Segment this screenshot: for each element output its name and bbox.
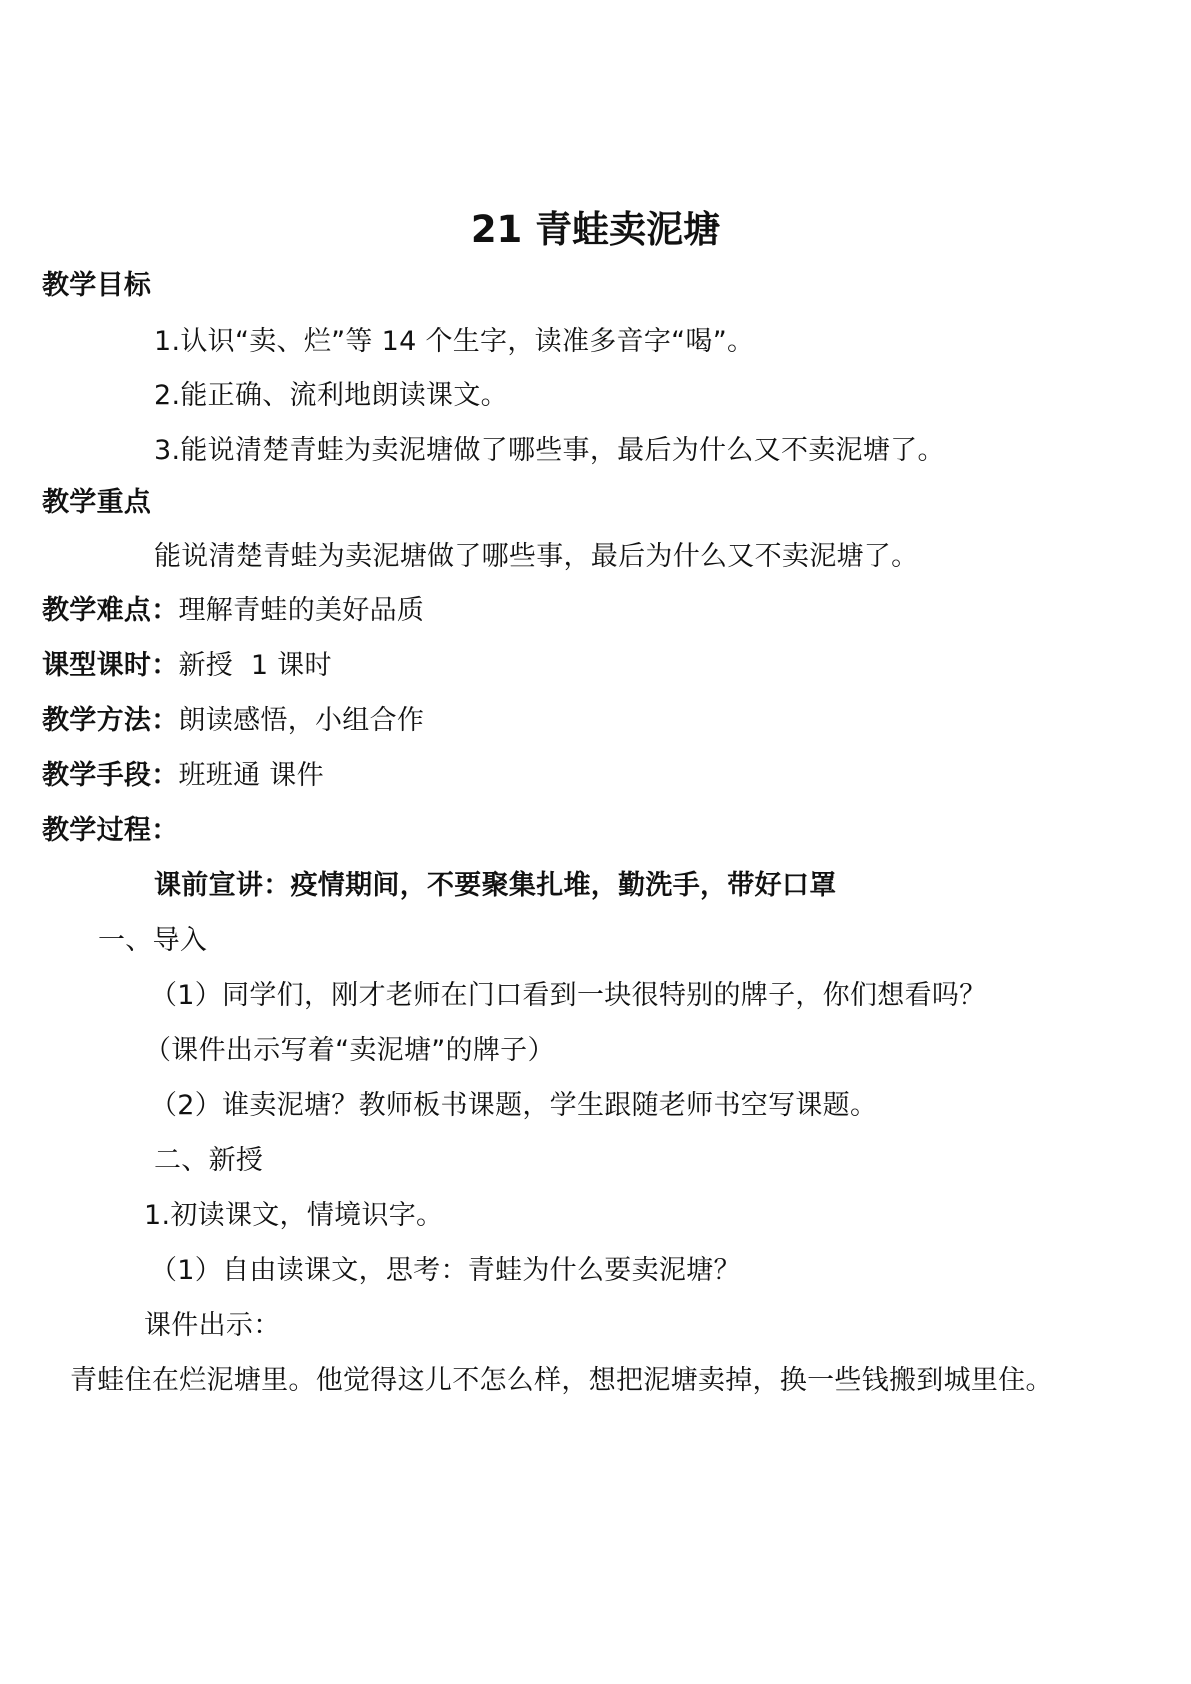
difficulty-value: 理解青蛙的美好品质 <box>178 595 425 626</box>
means-row <box>42 758 324 794</box>
section-1-paragraph-3: （2）谁卖泥塘？教师板书课题，学生跟随老师书空写课题。 <box>150 1090 878 1121</box>
section-2-paragraph-3: 课件出示： <box>144 1310 281 1341</box>
difficulty-row <box>42 593 424 629</box>
section-2-paragraph-2: （1）自由读课文，思考：青蛙为什么要卖泥塘？ <box>150 1255 741 1286</box>
section-2-paragraph-4: 青蛙住在烂泥塘里。他觉得这儿不怎么样，想把泥塘卖掉，换一些钱搬到城里住。 <box>70 1365 1053 1396</box>
method-value: 朗读感悟，小组合作 <box>178 705 425 736</box>
process-heading: 教学过程： <box>42 815 179 846</box>
objective-item-3: 3.能说清楚青蛙为卖泥塘做了哪些事，最后为什么又不卖泥塘了。 <box>154 435 945 466</box>
document-title: 21 青蛙卖泥塘 <box>470 208 721 251</box>
objective-item-2: 2.能正确、流利地朗读课文。 <box>154 380 508 411</box>
section-2-heading: 二、新授 <box>154 1145 264 1176</box>
lesson-type-label: 课型课时： <box>42 650 179 681</box>
pre-class-notice: 课前宣讲：疫情期间，不要聚集扎堆，勤洗手，带好口罩 <box>154 870 837 901</box>
key-points-text: 能说清楚青蛙为卖泥塘做了哪些事，最后为什么又不卖泥塘了。 <box>154 541 919 572</box>
difficulty-label: 教学难点： <box>42 595 179 626</box>
key-points-heading: 教学重点 <box>42 487 152 518</box>
means-value: 班班通 课件 <box>178 760 324 791</box>
section-1-paragraph-2: （课件出示写着“卖泥塘”的牌子） <box>144 1035 555 1066</box>
objective-item-1: 1.认识“卖、烂”等 14 个生字，读准多音字“喝”。 <box>154 326 755 357</box>
means-label: 教学手段： <box>42 760 179 791</box>
lesson-type-row <box>42 648 332 684</box>
objectives-heading: 教学目标 <box>42 270 152 301</box>
method-label: 教学方法： <box>42 705 179 736</box>
lesson-type-value: 新授 1 课时 <box>178 650 332 681</box>
method-row <box>42 703 424 739</box>
section-1-paragraph-1: （1）同学们，刚才老师在门口看到一块很特别的牌子，你们想看吗？ <box>150 980 987 1011</box>
section-2-paragraph-1: 1.初读课文，情境识字。 <box>144 1200 444 1231</box>
section-1-heading: 一、导入 <box>98 925 208 956</box>
